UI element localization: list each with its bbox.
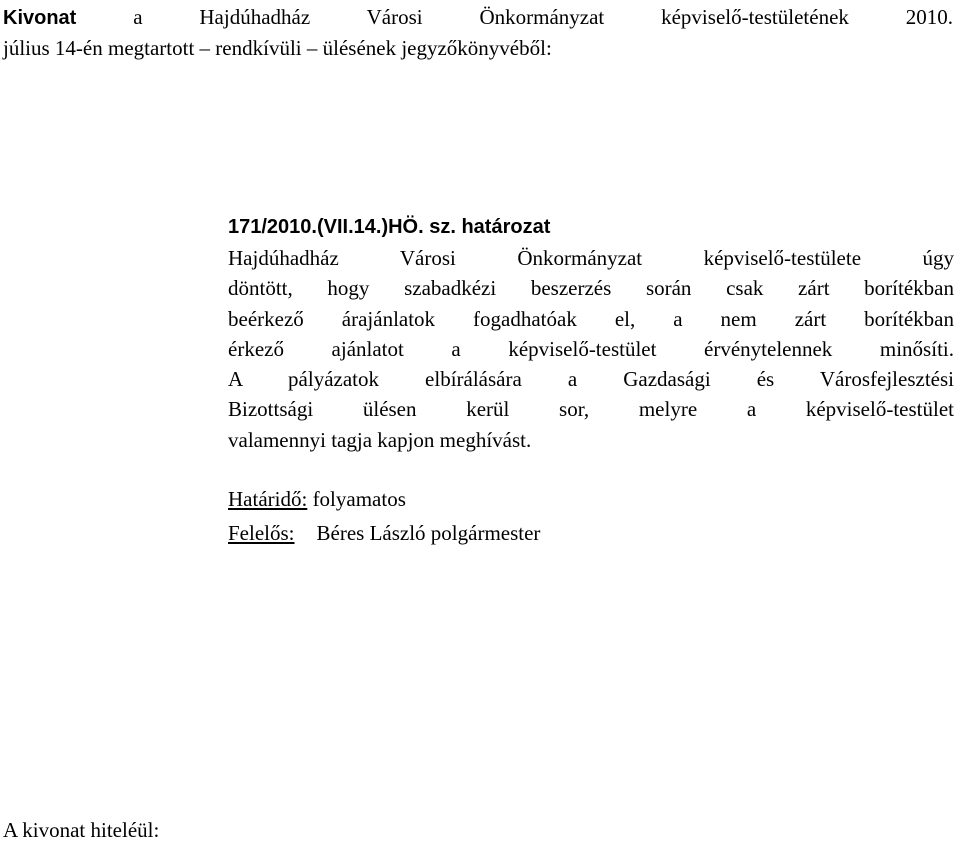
header-line-2: július 14-én megtartott – rendkívüli – ülésének jegyzőkönyvéből: [3, 36, 552, 60]
responsible-value: Béres László polgármester [316, 521, 541, 545]
body-line: érkező ajánlatot a képviselő-testület érvénytelennek minősíti. [228, 336, 954, 361]
header-line-1-text: a Hajdúhadház Városi Önkormányzat képviselő-testületének 2010. [76, 5, 953, 29]
responsible-label: Felelős: [228, 521, 295, 545]
responsible-row [228, 516, 540, 550]
body-line: Bizottsági ülésen kerül sor, melyre a képviselő-testület [228, 397, 954, 422]
deadline-row [228, 482, 540, 516]
document-header [3, 2, 953, 63]
deadline-label: Határidő: [228, 487, 308, 511]
body-line: A pályázatok elbírálására a Gazdasági és Városfejlesztési [228, 367, 954, 392]
body-line: Hajdúhadház Városi Önkormányzat képviselő-testülete úgy [228, 246, 954, 270]
header-title: Kivonat [3, 7, 77, 29]
body-line: valamennyi tagja kapjon meghívást. [228, 427, 532, 452]
header-line-1 [3, 2, 953, 33]
deadline-value: folyamatos [312, 487, 406, 511]
body-line: döntött, hogy szabadkézi beszerzés során csak zárt borítékban [228, 276, 954, 301]
resolution-meta [228, 482, 540, 550]
authentication-note: A kivonat hiteléül: [3, 818, 160, 842]
resolution-number: 171/2010.(VII.14.)HÖ. sz. határozat [228, 216, 551, 238]
body-line: beérkező árajánlatok fogadhatóak el, a nem zárt borítékban [228, 306, 954, 331]
resolution-body [228, 243, 954, 455]
